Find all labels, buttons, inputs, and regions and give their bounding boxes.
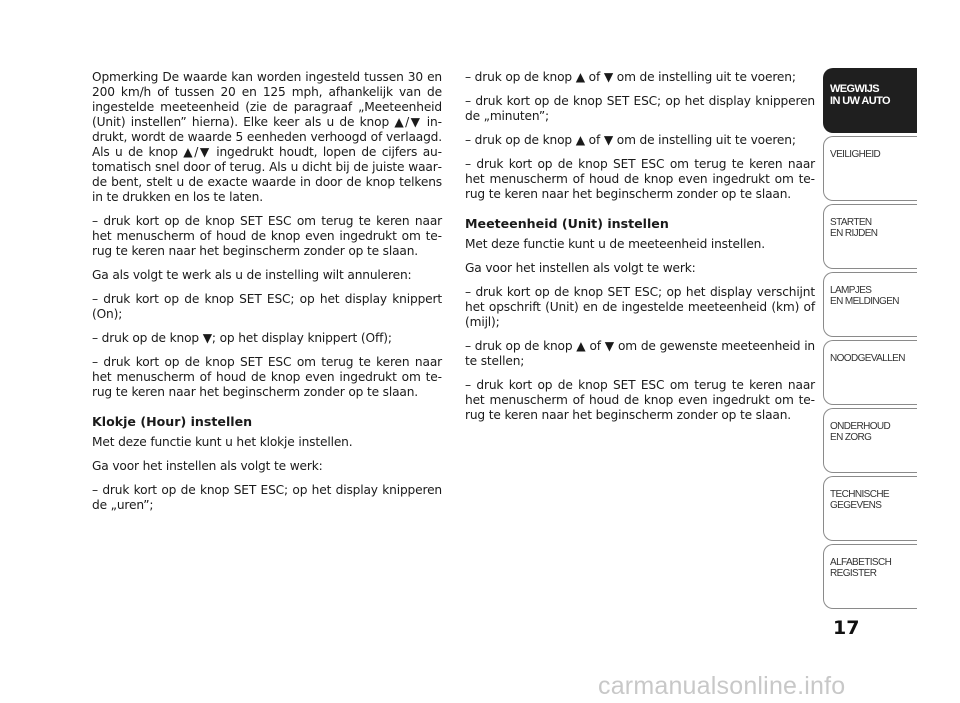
paragraph: Ga als volgt te werk als u de instelling wilt annuleren: xyxy=(92,268,412,282)
tab-noodgevallen[interactable]: NOODGEVALLEN xyxy=(823,340,917,405)
section-heading-unit: Meeteenheid (Unit) instellen xyxy=(465,216,669,231)
section-heading-hour: Klokje (Hour) instellen xyxy=(92,414,253,429)
paragraph: – druk kort op de knop SET ESC; op het display knipperen de „uren”; xyxy=(92,483,442,512)
paragraph: Ga voor het instellen als volgt te werk: xyxy=(465,261,696,275)
paragraph: – druk kort op de knop SET ESC; op het display verschijnt het opschrift (Unit) en de ingestelde meeteenheid (km) of (mijl); xyxy=(465,285,815,329)
tab-onderhoud[interactable]: ONDERHOUD EN ZORG xyxy=(823,408,917,473)
watermark: carmanualsonline.info xyxy=(598,672,846,700)
paragraph: – druk kort op de knop SET ESC; op het display knippert (On); xyxy=(92,292,442,321)
paragraph: – druk kort op de knop SET ESC om terug te keren naar het menuscherm of houd de knop even ingedrukt om terug te keren naar het beginscherm zonder op te slaan. xyxy=(92,214,442,258)
paragraph: Met deze functie kunt u het klokje instellen. xyxy=(92,435,353,449)
tab-veiligheid[interactable]: VEILIGHEID xyxy=(823,136,917,201)
tab-alfabetisch[interactable]: ALFABETISCH REGISTER xyxy=(823,544,917,609)
tab-lampjes[interactable]: LAMPJES EN MELDINGEN xyxy=(823,272,917,337)
tab-wegwijs[interactable]: WEGWIJS IN UW AUTO xyxy=(823,68,917,133)
paragraph: – druk kort op de knop SET ESC; op het display knipperen de „minuten”; xyxy=(465,94,815,123)
paragraph: – druk op de knop ▲ of ▼ om de instelling uit te voeren; xyxy=(465,133,796,147)
paragraph: – druk op de knop ▲ of ▼ om de instelling uit te voeren; xyxy=(465,70,796,84)
left-text-column xyxy=(92,70,442,522)
paragraph: Met deze functie kunt u de meeteenheid instellen. xyxy=(465,237,765,251)
paragraph: – druk op de knop ▼; op het display knippert (Off); xyxy=(92,331,392,345)
paragraph: – druk kort op de knop SET ESC om terug te keren naar het menuscherm of houd de knop even ingedrukt om terug te keren naar het beginscherm zonder op te slaan. xyxy=(465,378,815,422)
right-text-column xyxy=(465,70,815,432)
paragraph: – druk kort op de knop SET ESC om terug te keren naar het menuscherm of houd de knop even ingedrukt om terug te keren naar het beginscherm zonder op te slaan. xyxy=(92,355,442,399)
paragraph: Ga voor het instellen als volgt te werk: xyxy=(92,459,323,473)
chapter-tab-index xyxy=(823,68,917,612)
paragraph: Opmerking De waarde kan worden ingesteld tussen 30 en 200 km/h of tussen 20 en 125 mph, afhankelijk van de ingestelde meeteenheid (zie de paragraaf „Meeteenheid (Unit) instellen” hierna). Elke keer als u de knop ▲/▼ indrukt, wordt de waarde 5 eenheden verhoogd of verlaagd. Als u de knop ▲/▼ ingedrukt houdt, lopen de cijfers automatisch snel door of terug. Als u dicht bij de juiste waarde bent, stelt u de exacte waarde in door de knop telkens in te drukken en los te laten. xyxy=(92,70,442,204)
paragraph: – druk kort op de knop SET ESC om terug te keren naar het menuscherm of houd de knop even ingedrukt om terug te keren naar het beginscherm zonder op te slaan. xyxy=(465,157,815,201)
page-number: 17 xyxy=(833,617,860,639)
paragraph: – druk op de knop ▲ of ▼ om de gewenste meeteenheid in te stellen; xyxy=(465,339,815,368)
tab-starten[interactable]: STARTEN EN RIJDEN xyxy=(823,204,917,269)
tab-technische[interactable]: TECHNISCHE GEGEVENS xyxy=(823,476,917,541)
